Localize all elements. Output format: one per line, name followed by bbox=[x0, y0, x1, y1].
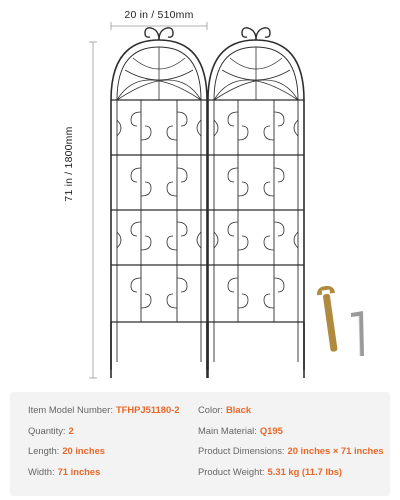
spec-key: Quantity: bbox=[28, 424, 66, 436]
spec-key: Length: bbox=[28, 445, 60, 456]
spec-key: Product Dimensions: bbox=[198, 445, 285, 456]
spec-row-material bbox=[198, 425, 384, 446]
spec-column-left bbox=[28, 404, 180, 486]
wrench-icon bbox=[316, 285, 343, 353]
spec-value: TFHPJ51180-2 bbox=[115, 404, 180, 415]
spec-key: Color: bbox=[198, 404, 224, 415]
width-dimension-label: 20 in / 510mm bbox=[124, 9, 194, 21]
spec-panel bbox=[10, 392, 390, 496]
spec-column-right bbox=[198, 404, 384, 486]
height-dimension-label: 71 in / 1800mm bbox=[63, 126, 75, 202]
spec-value: Q195 bbox=[259, 424, 283, 436]
spec-value: Black bbox=[226, 404, 252, 415]
allen-key-icon bbox=[351, 311, 364, 356]
spec-row-weight bbox=[198, 466, 384, 487]
spec-value: 5.31 kg (11.7 lbs) bbox=[267, 465, 343, 477]
trellis-panel-right bbox=[208, 28, 304, 378]
spec-row-width bbox=[28, 466, 180, 487]
spec-value: 71 inches bbox=[57, 465, 101, 477]
spec-key: Product Weight: bbox=[198, 465, 265, 477]
spec-row-length bbox=[28, 445, 180, 466]
spec-key: Width: bbox=[28, 465, 55, 477]
spec-value: 20 inches × 71 inches bbox=[287, 445, 384, 456]
spec-row-dimensions bbox=[198, 445, 384, 466]
spec-row-quantity bbox=[28, 425, 180, 446]
spec-row-model bbox=[28, 404, 180, 425]
spec-key: Main Material: bbox=[198, 424, 257, 436]
spec-row-color bbox=[198, 404, 384, 425]
trellis-panel-left bbox=[111, 28, 207, 378]
spec-value: 20 inches bbox=[62, 445, 106, 456]
spec-key: Item Model Number: bbox=[28, 404, 113, 415]
spec-value: 2 bbox=[68, 424, 74, 436]
